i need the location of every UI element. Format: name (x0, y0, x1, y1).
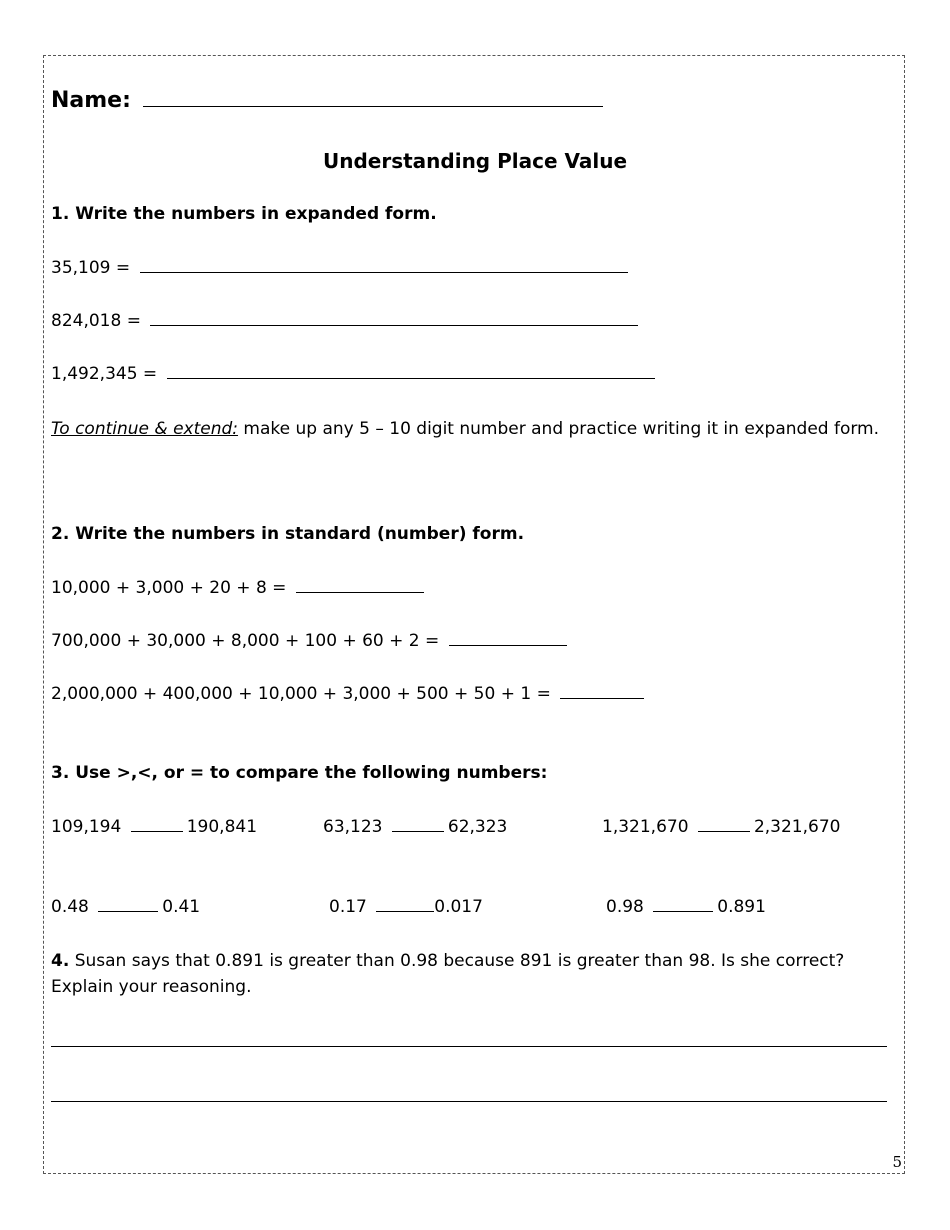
q1-heading: 1. Write the numbers in expanded form. (51, 204, 437, 224)
compare-2-b: 62,323 (447, 817, 508, 837)
q1-item-2-answer-line[interactable] (150, 324, 638, 326)
compare-pair-4 (51, 897, 200, 917)
q2-item-2-answer-line[interactable] (449, 644, 567, 646)
q2-item-2-label: 700,000 + 30,000 + 8,000 + 100 + 60 + 2 = (51, 631, 440, 651)
compare-pair-6 (606, 897, 766, 917)
compare-4-blank[interactable] (98, 910, 158, 912)
compare-2-blank[interactable] (392, 830, 444, 832)
q1-item-2-label: 824,018 = (51, 311, 141, 331)
q1-item-3 (51, 364, 655, 384)
q2-item-1 (51, 578, 424, 598)
q4-paragraph (51, 948, 901, 1000)
compare-2-a: 63,123 (323, 817, 383, 837)
compare-1-blank[interactable] (131, 830, 183, 832)
page-title: Understanding Place Value (322, 149, 628, 173)
compare-1-a: 109,194 (51, 817, 122, 837)
compare-4-a: 0.48 (51, 897, 89, 917)
q1-item-2 (51, 311, 638, 331)
q1-extend-paragraph (51, 416, 901, 442)
compare-1-b: 190,841 (186, 817, 258, 837)
compare-4-b: 0.41 (162, 897, 201, 917)
q3-heading: 3. Use >,<, or = to compare the following numbers: (51, 763, 548, 783)
q2-item-1-answer-line[interactable] (296, 591, 424, 593)
q4-answer-line-2[interactable] (51, 1101, 887, 1102)
q2-item-3 (51, 684, 644, 704)
q2-item-3-answer-line[interactable] (560, 697, 644, 699)
compare-pair-1 (51, 817, 257, 837)
q4-answer-line-1[interactable] (51, 1046, 887, 1047)
compare-6-blank[interactable] (653, 910, 713, 912)
q1-item-1-label: 35,109 = (51, 258, 131, 278)
compare-6-a: 0.98 (606, 897, 644, 917)
compare-5-blank[interactable] (376, 910, 434, 912)
q2-item-1-label: 10,000 + 3,000 + 20 + 8 = (51, 578, 287, 598)
q2-item-3-label: 2,000,000 + 400,000 + 10,000 + 3,000 + 500 + 50 + 1 = (51, 684, 551, 704)
extend-label: To continue & extend: (51, 419, 239, 439)
q2-heading: 2. Write the numbers in standard (number) form. (51, 524, 525, 544)
compare-3-blank[interactable] (698, 830, 750, 832)
compare-5-b: 0.017 (434, 897, 483, 917)
compare-pair-3 (602, 817, 840, 837)
q4-text: Susan says that 0.891 is greater than 0.98 because 891 is greater than 98. Is she correct? Explain your reasoning. (51, 951, 845, 997)
q4-number: 4. (51, 951, 70, 971)
compare-5-a: 0.17 (329, 897, 367, 917)
name-label: Name: (51, 88, 131, 113)
compare-pair-2 (323, 817, 507, 837)
q2-item-2 (51, 631, 567, 651)
compare-6-b: 0.891 (717, 897, 766, 917)
page-number: 5 (892, 1153, 902, 1171)
compare-3-a: 1,321,670 (602, 817, 689, 837)
q1-item-1-answer-line[interactable] (140, 271, 628, 273)
extend-text: make up any 5 – 10 digit number and practice writing it in expanded form. (238, 419, 880, 439)
compare-3-b: 2,321,670 (753, 817, 841, 837)
name-input-line[interactable] (143, 105, 603, 107)
compare-pair-5 (329, 897, 483, 917)
q1-item-3-label: 1,492,345 = (51, 364, 158, 384)
name-row (51, 88, 603, 113)
q1-item-3-answer-line[interactable] (167, 377, 655, 379)
q1-item-1 (51, 258, 628, 278)
